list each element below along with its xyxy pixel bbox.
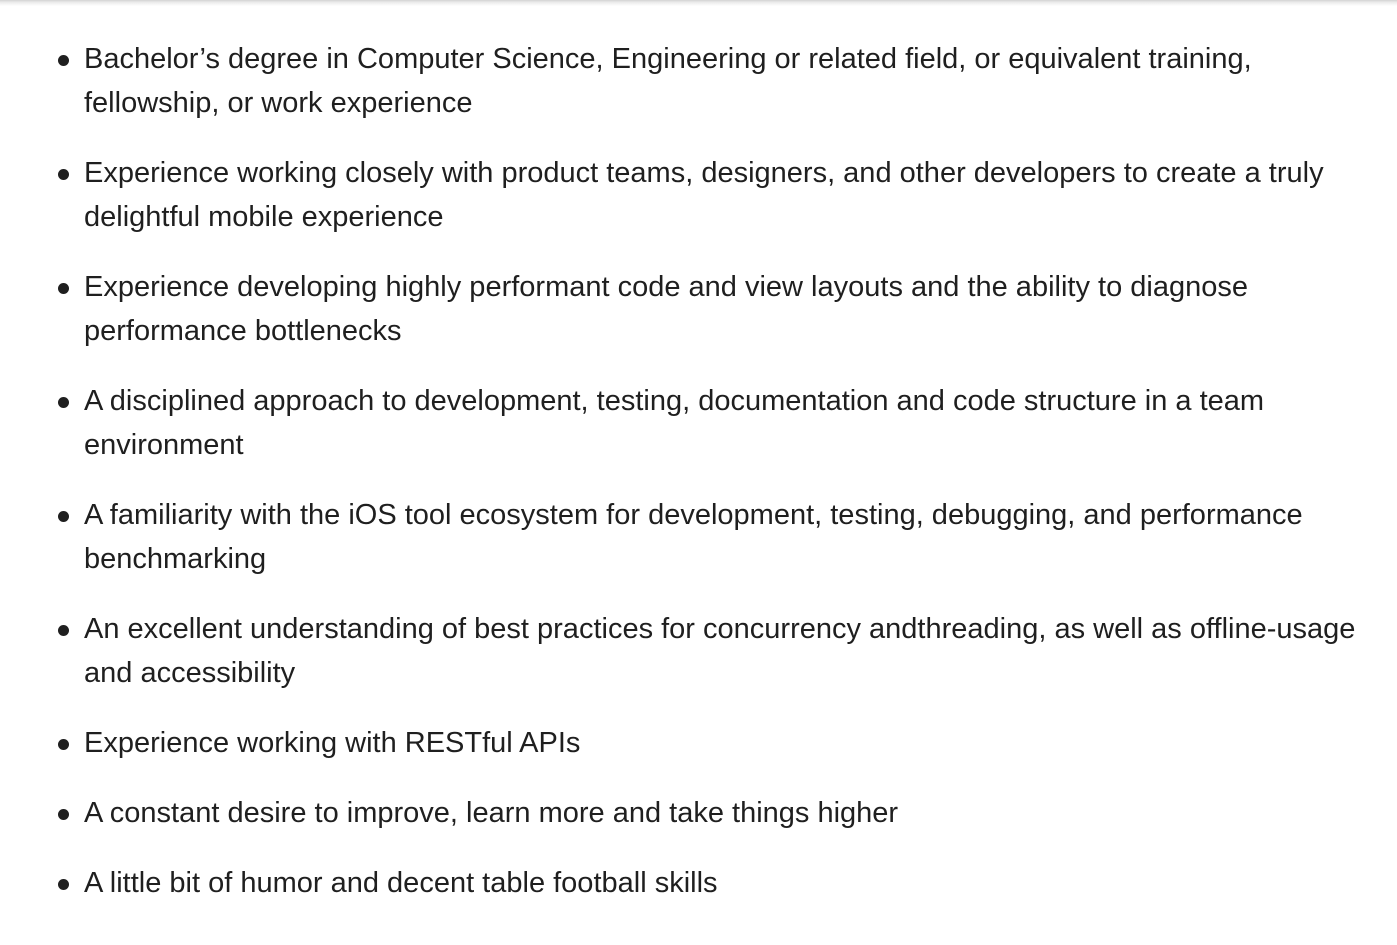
list-item [0,607,1397,695]
bullet-icon [58,511,69,522]
bullet-icon [58,809,69,820]
list-item [0,265,1397,353]
list-item [0,37,1397,125]
list-item [0,151,1397,239]
top-edge-divider [0,0,1397,6]
requirement-text: An excellent understanding of best practices for concurrency andthreading, as well as offline-usage and accessibility [84,613,1356,689]
bullet-icon [58,397,69,408]
requirement-text: Experience developing highly performant code and view layouts and the ability to diagnose performance bottlenecks [84,271,1248,347]
requirement-text: A little bit of humor and decent table football skills [84,867,718,899]
bullet-icon [58,879,69,890]
requirement-text: Experience working closely with product teams, designers, and other developers to create a truly delightful mobile experience [84,157,1324,233]
bullet-icon [58,55,69,66]
requirement-text: Experience working with RESTful APIs [84,727,581,759]
list-item [0,379,1397,467]
requirement-text: A disciplined approach to development, testing, documentation and code structure in a team environment [84,385,1265,461]
bullet-icon [58,625,69,636]
bullet-icon [58,739,69,750]
requirement-text: Bachelor’s degree in Computer Science, Engineering or related field, or equivalent training, fellowship, or work experience [84,43,1252,119]
list-item [0,861,1397,905]
requirement-text: A familiarity with the iOS tool ecosystem for development, testing, debugging, and performance benchmarking [84,499,1303,575]
list-item [0,493,1397,581]
list-item [0,791,1397,835]
requirement-text: A constant desire to improve, learn more and take things higher [84,797,899,829]
list-item [0,721,1397,765]
bullet-icon [58,169,69,180]
requirements-list [0,37,1397,905]
bullet-icon [58,283,69,294]
